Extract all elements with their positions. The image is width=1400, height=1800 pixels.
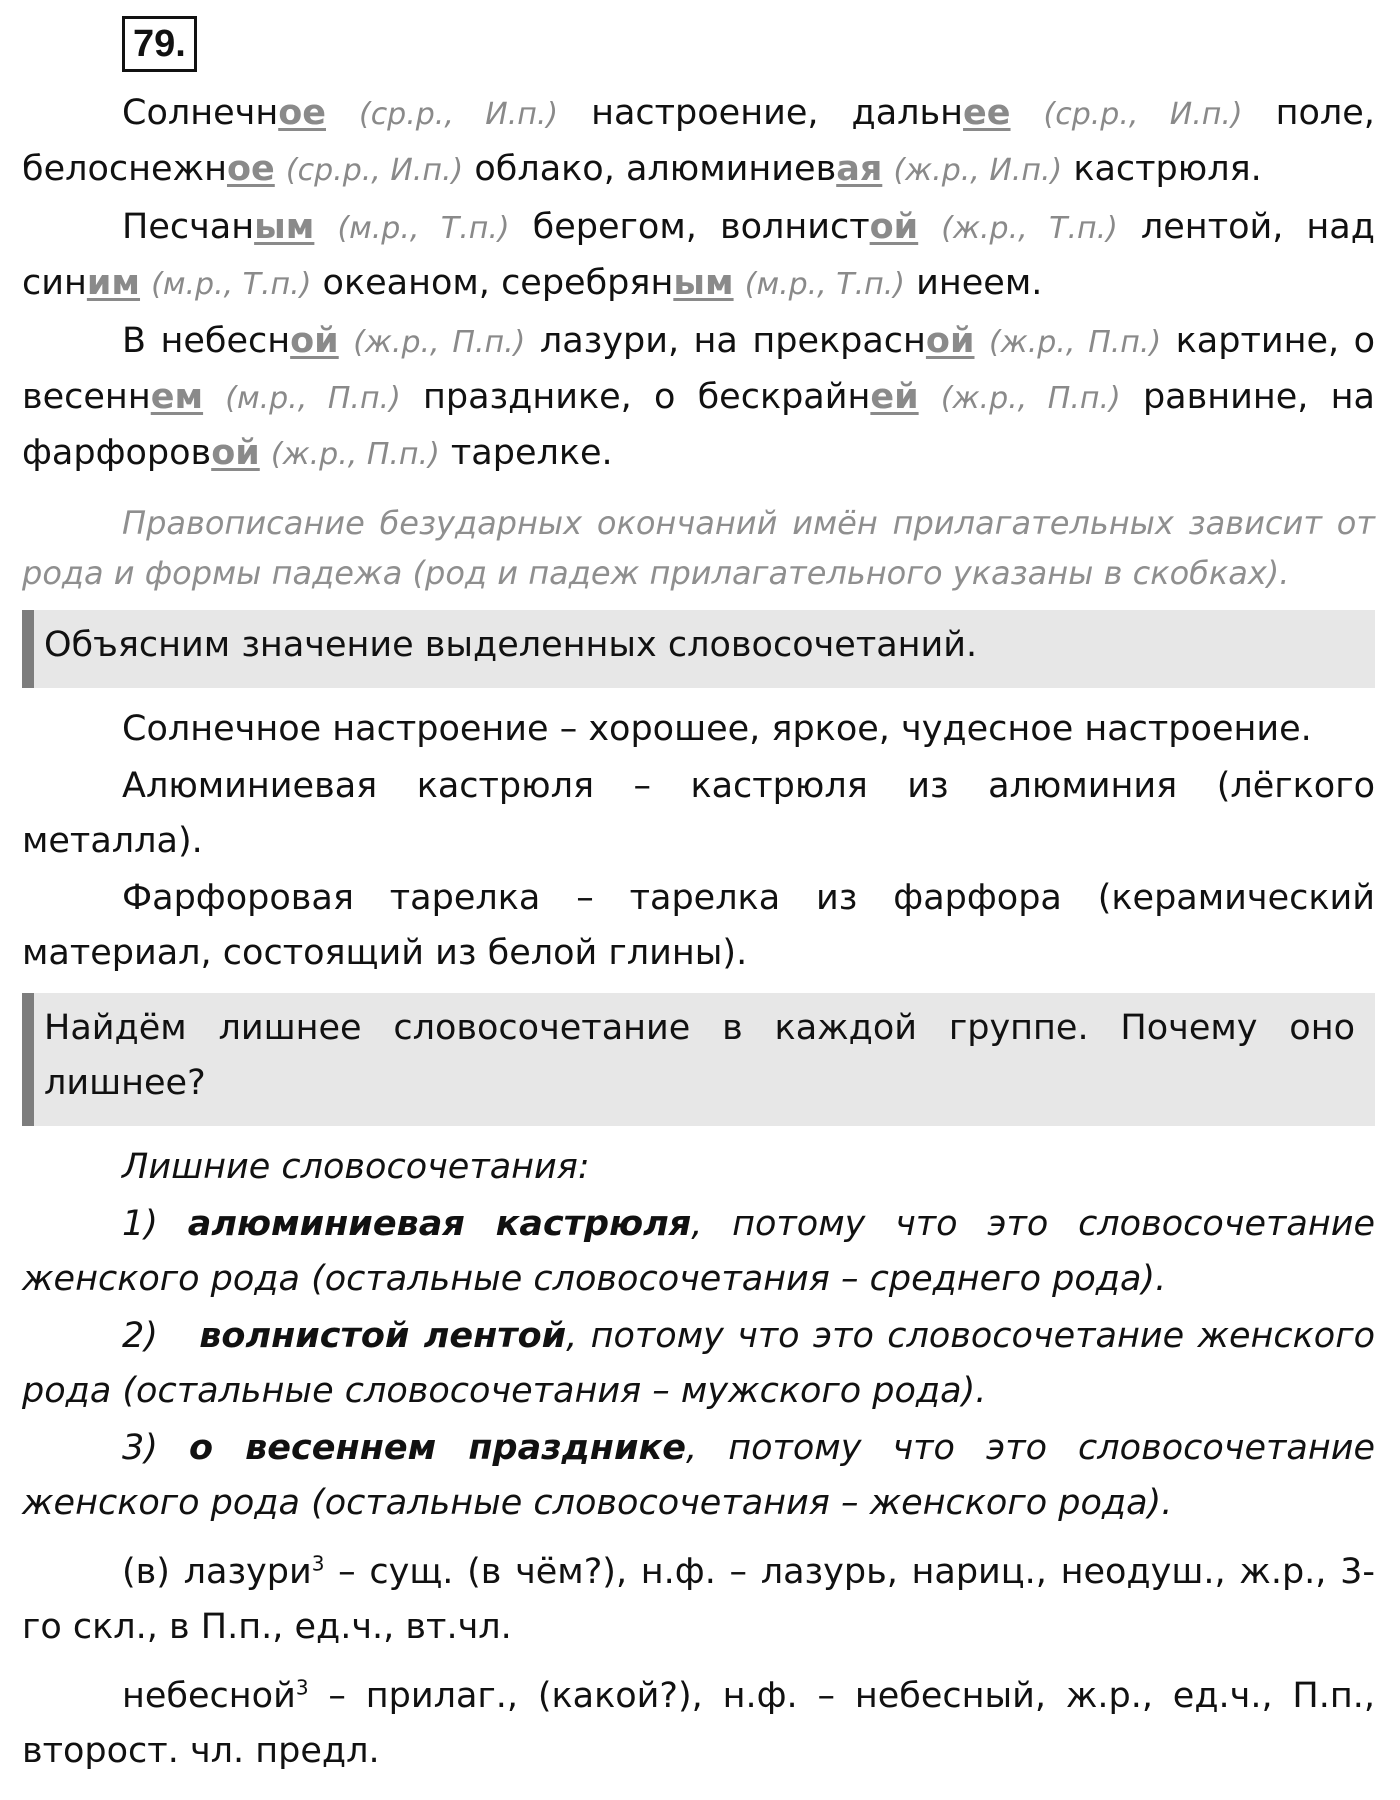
item-number: 3) [122,1428,158,1468]
ending: ое [226,149,275,189]
ending: ым [254,207,315,247]
noun: берегом, [532,207,697,247]
paragraph-3 [22,314,1375,482]
noun: лазури, на [539,321,738,361]
exercise-number: 79. [122,16,197,72]
grammar-tag: (ж.р., П.п.) [353,325,526,360]
noun: инеем. [916,263,1043,303]
extra-phrase: алюминиевая кастрюля [187,1204,692,1244]
grammar-tag: (ж.р., П.п.) [940,381,1121,416]
extra-item-2 [22,1309,1375,1419]
task-banner-2: Найдём лишнее словосочетание в каждой группе. Почему оно лишнее? [22,993,1375,1126]
noun: океаном, [322,263,490,303]
grammar-tag: (ж.р., П.п.) [270,437,440,472]
ending: ой [869,207,919,247]
paragraph-1 [22,86,1375,198]
extra-reason: , потому что это словосочетание женского рода (остальные словосочетания – мужского рода). [22,1316,1375,1411]
meaning-line: Фарфоровая тарелка – тарелка из фарфора (керамический материал, состоящий из белой глины). [22,878,1375,973]
grammar-tag: (м.р., Т.п.) [151,267,312,302]
ending: ем [150,377,204,417]
ending: ое [278,93,326,133]
grammar-tag: (м.р., Т.п.) [337,211,510,246]
noun: картине, о [1175,321,1375,361]
ending: ым [673,263,734,303]
noun: поле, [1275,93,1375,133]
word-root: прекрасн [752,321,926,361]
noun: облако, [474,149,615,189]
extra-heading: Лишние словосочетания: [122,1147,590,1187]
word-root: весенн [22,377,151,417]
ending: ая [836,149,883,189]
ending: ой [925,321,975,361]
parse-noun [22,1545,1375,1655]
word-root: дальн [851,93,964,133]
task-banner-1: Объясним значение выделенных словосочетаний. [22,610,1375,688]
extra-phrase: волнистой лентой [199,1316,567,1356]
word-root: Солнечн [122,93,279,133]
parse-description: – прилаг., (какой?), н.ф. – небесный, ж.р., ед.ч., П.п., второст. чл. предл. [22,1676,1375,1771]
grammar-tag: (м.р., Т.п.) [744,267,905,302]
ending: ей [870,377,919,417]
meaning-line: Солнечное настроение – хорошее, яркое, чудесное настроение. [122,709,1312,749]
grammar-tag: (ср.р., И.п.) [1043,97,1243,132]
word-root: Песчан [122,207,255,247]
parse-superscript: 3 [295,1675,309,1700]
meaning-line: Алюминиевая кастрюля – кастрюля из алюминия (лёгкого металла). [22,766,1375,861]
ending: им [86,263,141,303]
extra-item-1 [22,1197,1375,1307]
parse-superscript: 3 [311,1551,325,1576]
ending: ой [211,433,260,473]
word-root: В небесн [122,321,291,361]
extra-reason: , потому что это словосочетание женского рода (остальные словосочетания – среднего рода). [22,1204,1375,1299]
grammar-tag: (ж.р., П.п.) [988,325,1162,360]
extra-item-3 [22,1421,1375,1531]
extra-phrase: о весеннем празднике [189,1428,687,1468]
word-root: син [22,263,87,303]
parse-word: (в) лазури [122,1552,312,1592]
grammar-tag: (ср.р., И.п.) [358,97,559,132]
noun: празднике, о [423,377,676,417]
word-root: алюминиев [625,149,837,189]
parse-adjective [22,1669,1375,1779]
item-number: 2) [122,1316,158,1356]
noun: равнине, на [1142,377,1375,417]
word-root: серебрян [501,263,674,303]
extra-reason: , потому что это словосочетание женского рода (остальные словосочетания – женского рода). [22,1428,1375,1523]
ending: ее [963,93,1011,133]
noun: настроение, [591,93,819,133]
parse-word: небесной [122,1676,296,1716]
noun: лентой, над [1140,207,1375,247]
ending: ой [290,321,339,361]
grammar-tag: (ж.р., И.п.) [893,153,1063,188]
word-root: бескрайн [697,377,871,417]
word-root: белоснежн [22,149,227,189]
item-number: 1) [122,1204,158,1244]
rule-note: Правописание безударных окончаний имён прилагательных зависит от рода и формы падежа (род и падеж прилагательного указаны в скобках). [22,504,1375,592]
word-root: волнист [719,207,870,247]
grammar-tag: (ср.р., И.п.) [285,153,464,188]
noun: кастрюля. [1073,149,1262,189]
paragraph-2 [22,200,1375,312]
content [22,86,1375,1779]
grammar-tag: (м.р., П.п.) [225,381,401,416]
noun: тарелке. [450,433,613,473]
grammar-tag: (ж.р., Т.п.) [941,211,1118,246]
word-root: фарфоров [22,433,212,473]
parse-description: – сущ. (в чём?), н.ф. – лазурь, нариц., неодуш., ж.р., 3-го скл., в П.п., ед.ч., вт.чл. [22,1552,1376,1647]
